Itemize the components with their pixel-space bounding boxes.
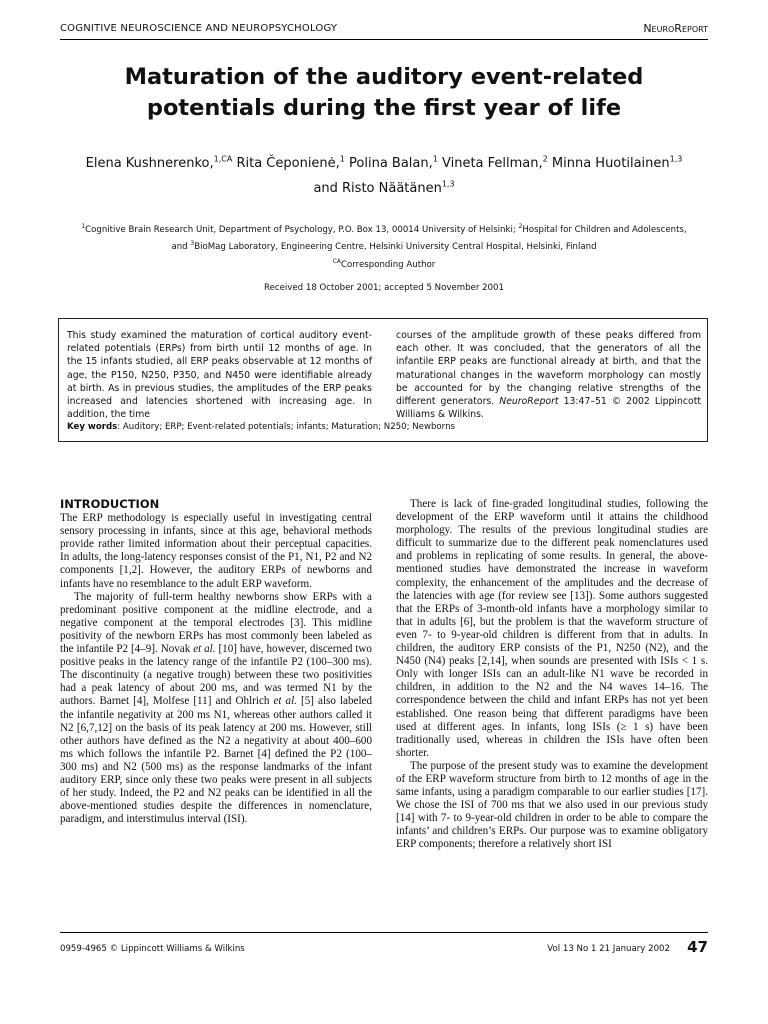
- paragraph-text: The majority of full-term healthy newborns show ERPs with a predominant positive component at the midline electrode, and a negative component at the temporal electrodes [3]. This midline positivity of the newborn ERPs has most commonly been labeled as the infantile P2 [4–9]. Novak: [60, 590, 372, 656]
- author-affil-mark: 2: [542, 155, 548, 164]
- affiliations: [60, 220, 708, 254]
- abstract-text: courses of the amplitude growth of these peaks differed from each other. It was concluded, that the generators of all the infantile ERP peaks are functional already at birth, and that the maturational changes in the waveform morphology can mostly be accounted for by the changing relative strengths of the different generators.: [396, 330, 701, 408]
- author-list: [60, 150, 708, 199]
- affil-mark: 3: [190, 239, 195, 247]
- running-header-section: COGNITIVE NEUROSCIENCE AND NEUROPSYCHOLOGY: [60, 23, 338, 34]
- author: [442, 156, 548, 171]
- footer-issue: Vol 13 No 1 21 January 2002: [547, 944, 670, 954]
- author: [349, 156, 438, 171]
- affiliation-2: Hospital for Children and Adolescents,: [522, 224, 687, 235]
- affil-connector: and: [171, 241, 191, 252]
- author: [313, 181, 454, 196]
- corresponding-author-note: [60, 258, 708, 270]
- author: [552, 156, 682, 171]
- abstract-column-2: [396, 329, 701, 421]
- author: [86, 156, 233, 171]
- paragraph: [60, 591, 372, 827]
- author-affil-mark: 1: [339, 155, 345, 164]
- abstract-box: [58, 318, 708, 442]
- author-name: Rita Čeponienė,: [236, 156, 340, 172]
- author-name: Vineta Fellman,: [442, 156, 543, 172]
- received-dates: Received 18 October 2001; accepted 5 November 2001: [264, 283, 504, 293]
- keywords-label: Key words: [67, 422, 118, 432]
- affiliation-3: BioMag Laboratory, Engineering Centre, Helsinki University Central Hospital, Helsinki, Finland: [194, 241, 597, 252]
- footer-rule: [60, 932, 708, 933]
- paragraph-text: [10] have, however, discerned two positive peaks in the latency range of the infantile P2 (100–300 ms). The discontinuity (a negative trough) between these two positivities had a peak latency of about 200 ms, and was termed N1 by the authors. Barnet [4], Molfese [11] and Ohlrich: [60, 643, 372, 708]
- body-column-right: [396, 498, 708, 852]
- keywords: [67, 422, 455, 432]
- corresponding-mark: CA: [332, 258, 341, 265]
- author-affil-mark: 1,3: [669, 155, 683, 164]
- author: [236, 156, 344, 171]
- paragraph: The ERP methodology is especially useful in investigating central sensory processing in infants, since at this age, behavioral methods provide rather limited information about their perceptual capacities. In adults, the long-latency responses consist of the P1, N1, P2 and N2 components [1,2]. However, the auditory ERPs of newborns and infants have no resemblance to the adult ERP waveform.: [60, 512, 372, 590]
- author-name: Minna Huotilainen: [551, 156, 670, 172]
- paragraph: The purpose of the present study was to examine the development of the ERP waveform structure from birth to 12 months of age in the same infants, using a paradigm comparable to our earlier studies [17]. We chose the ISI of 700 ms that we also used in our previous study [14] with 7- to 9-year-old children in order to be able to compare the infants’ and children’s ERPs. Our purpose was to examine obligatory ERP components; therefore a relatively short ISI: [396, 759, 708, 851]
- body-column-left: [60, 498, 372, 826]
- paragraph-text: [5] also labeled the infantile negativity at 200 ms N1, whereas other authors called it N2 [6,7,12] on the basis of its peak latency at 200 ms. However, still other authors have defined as the N2 a negativity at about 400–600 ms which follows the infantile P2. Barnet [4] defined the P2 (100–300 ms) and N2 (500 ms) as the response landmarks of the infant auditory ERP, since only these two peaks were present in all subjects of her study. Indeed, the P2 and N2 peaks can be identified in all the above-mentioned studies despite the differences in nomenclature, paradigm, and interstimulus interval (ISI).: [60, 695, 372, 826]
- author-name: Elena Kushnerenko,: [85, 156, 214, 172]
- et-al: et al.: [193, 643, 216, 656]
- citation-details: 13:47–51 © 2002 Lippincott Williams & Wilkins.: [396, 396, 701, 421]
- header-rule: [60, 39, 708, 40]
- affil-mark: 2: [518, 223, 523, 230]
- citation-journal: NeuroReport: [499, 396, 559, 408]
- footer-issn: 0959-4965 © Lippincott Williams & Wilkins: [60, 944, 245, 954]
- author-affil-mark: 1,CA: [213, 155, 233, 164]
- article-title: Maturation of the auditory event-related potentials during the first year of life: [124, 64, 644, 121]
- abstract-column-1: This study examined the maturation of cortical auditory event-related potentials (ERPs) from birth until 12 months of age. In the 15 infants studied, all ERP peaks observable at 12 months of age, the P150, N250, P350, and N450 were identifiable already at birth. As in previous studies, the amplitudes of the ERP peaks increased and latencies shortened with increasing age. In addition, the time: [67, 330, 372, 421]
- journal-name: NeuroReport: [643, 22, 708, 35]
- paragraph: There is lack of fine-graded longitudinal studies, following the development of the ERP waveform until it attains the childhood morphology. The results of the previous longitudinal studies are difficult to summarize due to the different peak nomenclatures used and problems in replicating of some results. In general, the above-mentioned studies have demonstrated the increase in waveform complexity, the enhancement of the amplitudes and the decrease of the latencies with age (for review see [13]). Some authors suggested that the ERPs of 3-month-old infants have a morphology similar to that in adults [6], but the problem is that the waveform structure of even 7- to 9-year-old children is different from that in adults. In children, the auditory ERP consists of the P1, N250 (N2), and the N450 (N4) peaks [2,14], when sounds are presented with ISIs < 1 s. Only with longer ISIs can an adult-like N1 wave be recorded in children, in addition to the N2 and the N4 waves 14–16. The correspondence between the child and infant ERPs has not yet been established. One reason being that different paradigms have been used at different ages. In infants, long ISIs (≥ 1 s) have been traditionally used, whereas in children the ISIs have often been shorter.: [396, 498, 708, 759]
- keywords-list: : Auditory; ERP; Event-related potentials; infants; Maturation; N250; Newborns: [117, 422, 455, 432]
- author-affil-mark: 1,3: [441, 179, 455, 189]
- author-name: Polina Balan,: [349, 156, 433, 172]
- author-name: and Risto Näätänen: [313, 180, 442, 196]
- affil-mark: 1: [81, 223, 86, 230]
- corresponding-label: Corresponding Author: [340, 259, 436, 270]
- running-header-journal: [643, 22, 708, 35]
- author-affil-mark: 1: [432, 155, 438, 164]
- affiliation-1: Cognitive Brain Research Unit, Department of Psychology, P.O. Box 13, 00014 University of Helsinki;: [85, 224, 519, 235]
- section-heading-introduction: INTRODUCTION: [60, 497, 160, 511]
- et-al: et al.: [273, 695, 297, 708]
- page-number: 47: [687, 938, 708, 956]
